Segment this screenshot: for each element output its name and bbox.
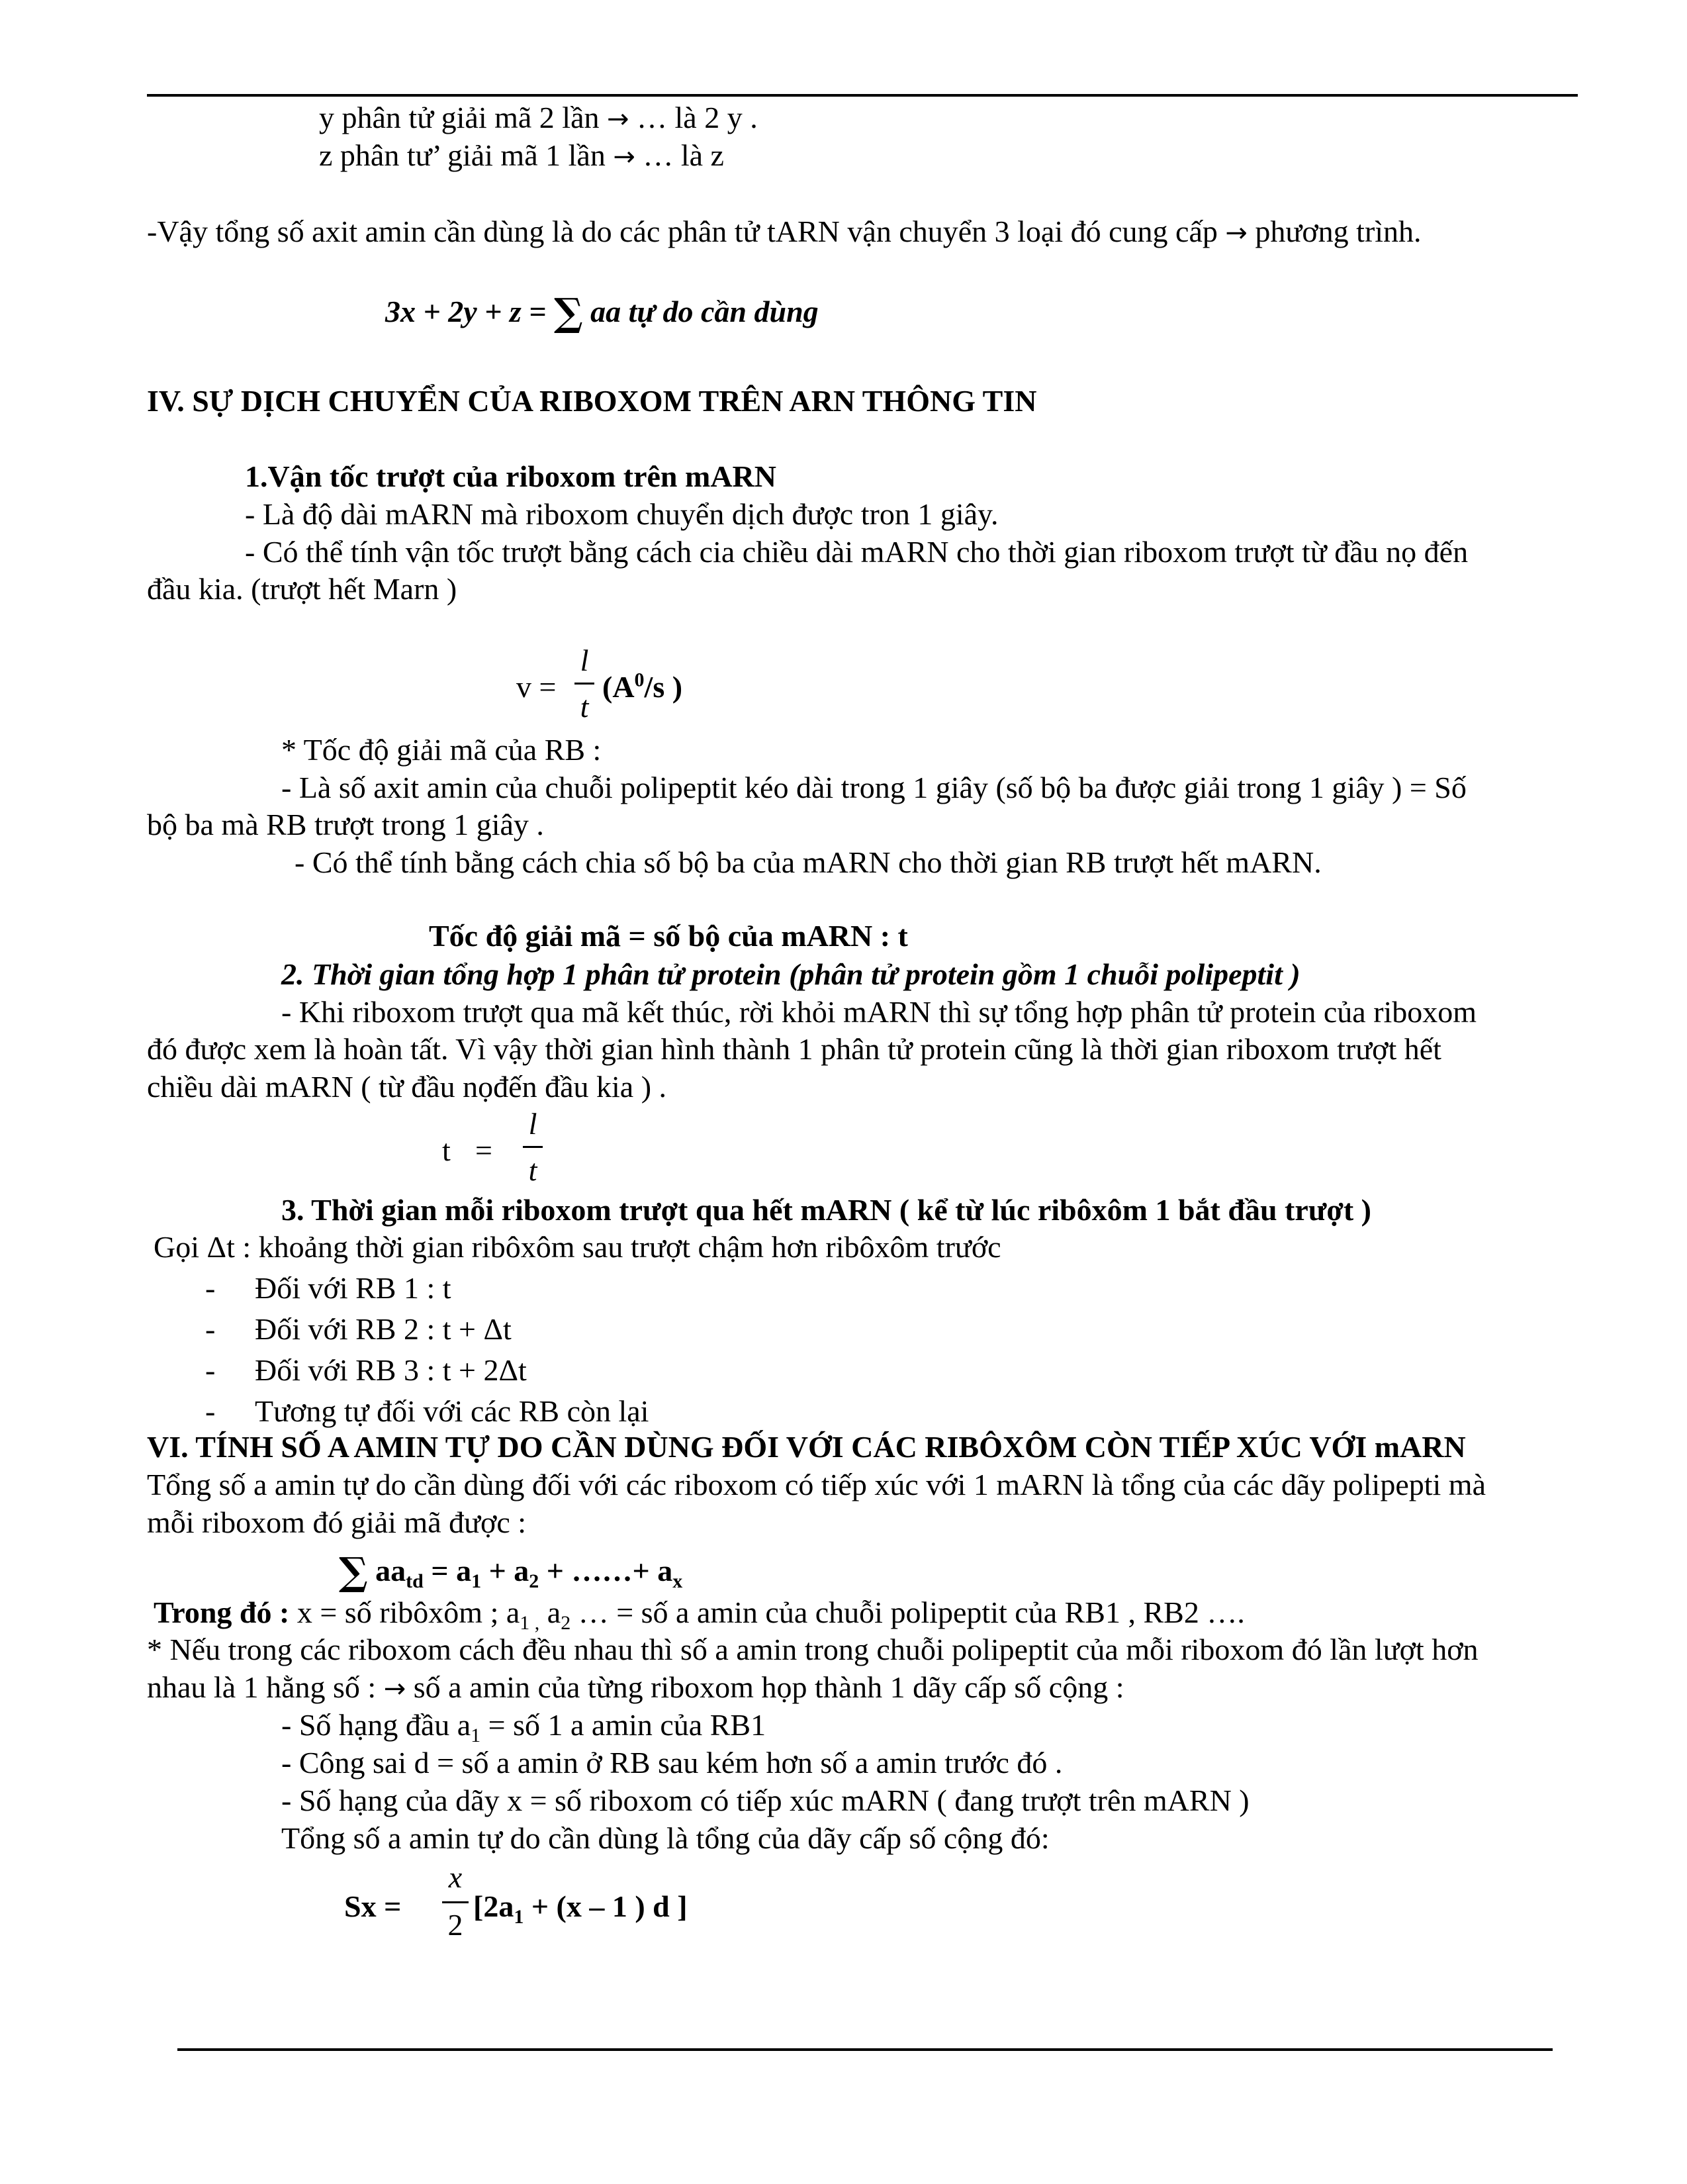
right-arrow-icon: → bbox=[383, 1674, 406, 1704]
summation-icon: ∑ bbox=[553, 290, 583, 335]
subheading-3: 3. Thời gian mỗi riboxom trượt qua hết mARN ( kể từ lúc ribôxôm 1 bắt đầu trượt ) bbox=[281, 1193, 1371, 1227]
bullet-3: Đối với RB 3 : t + 2Δt bbox=[255, 1353, 527, 1387]
sx-rhs: [$2a_1 + (x - 1$ ) d ] bbox=[473, 1889, 688, 1928]
para-18: - Công sai d = số a amin ở RB sau kém hơn số a amin trước đó . bbox=[281, 1746, 1063, 1780]
para-10: chiều dài mARN ( từ đầu nọđến đầu kia ) . bbox=[147, 1070, 667, 1104]
para-11: Gọi Δt : khoảng thời gian ribôxôm sau trượt chậm hơn ribôxôm trước bbox=[154, 1230, 1001, 1264]
subheading-2: 2. Thời gian tổng hợp 1 phân tử protein (phân tử protein gồm 1 chuỗi polipeptit ) bbox=[281, 957, 1300, 991]
formula-decode-speed: Tốc độ giải mã = số bộ của mARN : t bbox=[429, 919, 908, 953]
para-19: - Số hạng của dãy x = số riboxom có tiếp xúc mARN ( đang trượt trên mARN ) bbox=[281, 1783, 1250, 1817]
right-arrow-icon: → bbox=[607, 104, 629, 134]
summary-line: -Vậy tổng số axit amin cần dùng là do các phân tử tARN vận chuyển 3 loại đó cung cấp → phương trình. bbox=[147, 214, 1422, 248]
para-5: - Là số axit amin của chuỗi polipeptit kéo dài trong 1 giây (số bộ ba được giải trong 1 giây ) = Số bbox=[281, 771, 1467, 804]
para-8: - Khi riboxom trượt qua mã kết thúc, rời khỏi mARN thì sự tổng hợp phân tử protein của riboxom bbox=[281, 995, 1477, 1029]
velocity-numerator: l bbox=[580, 643, 589, 677]
line-y: y phân tử giải mã 2 lần → … là 2 y . bbox=[319, 101, 758, 134]
velocity-fraction-bar bbox=[574, 683, 594, 685]
para-16: nhau là 1 hằng số : → số a amin của từng riboxom họp thành 1 dãy cấp số cộng : bbox=[147, 1670, 1124, 1704]
para-12: Tổng số a amin tự do cần dùng đối với các riboxom có tiếp xúc với 1 mARN là tổng của các dãy polipepti mà bbox=[147, 1468, 1486, 1501]
subheading-1: 1.Vận tốc trượt của riboxom trên mARN bbox=[245, 459, 776, 493]
velocity-lhs: v = bbox=[516, 670, 557, 704]
para-4: * Tốc độ giải mã của RB : bbox=[281, 733, 602, 767]
formula-sum: ∑ $aa_{td} = a_1 + a_2$ + ……+ $a_x$ bbox=[339, 1549, 683, 1594]
right-arrow-icon: → bbox=[613, 142, 635, 172]
time-lhs: t bbox=[442, 1133, 451, 1167]
para-1: - Là độ dài mARN mà riboxom chuyển dịch được tron 1 giây. bbox=[245, 497, 999, 531]
para-14: Trong đó : x = số ribôxôm ; $a_{1 ,}$ $a_2$ … = số a amin của chuỗi polipeptit của RB1 , RB2 …. bbox=[154, 1595, 1245, 1635]
velocity-unit: ($A^0/s$ ) bbox=[602, 669, 683, 704]
bottom-rule bbox=[177, 2048, 1553, 2051]
para-17: - Số hạng đầu $a_1$ = số 1 a amin của RB1 bbox=[281, 1708, 766, 1747]
para-15: * Nếu trong các riboxom cách đều nhau thì số a amin trong chuỗi polipeptit của mỗi riboxom đó lần lượt hơn bbox=[147, 1633, 1479, 1666]
para-3: đầu kia. (trượt hết Marn ) bbox=[147, 572, 457, 606]
sx-numerator: x bbox=[448, 1860, 463, 1894]
bullet-2-dash: - bbox=[205, 1312, 216, 1346]
time-fraction-bar bbox=[523, 1146, 543, 1148]
summation-icon: ∑ bbox=[339, 1549, 368, 1594]
para-6: bộ ba mà RB trượt trong 1 giây . bbox=[147, 808, 544, 841]
time-numerator: l bbox=[528, 1107, 537, 1141]
para-13: mỗi riboxom đó giải mã được : bbox=[147, 1505, 527, 1539]
para-2: - Có thể tính vận tốc trượt bằng cách cia chiều dài mARN cho thời gian riboxom trượt từ đầu nọ đến bbox=[245, 535, 1469, 569]
para-9: đó được xem là hoàn tất. Vì vậy thời gian hình thành 1 phân tử protein cũng là thời gian riboxom trượt hết bbox=[147, 1032, 1441, 1066]
time-denominator: t bbox=[528, 1153, 537, 1187]
bullet-2: Đối với RB 2 : t + Δt bbox=[255, 1312, 512, 1346]
sx-fraction-bar bbox=[442, 1901, 469, 1903]
para-7: - Có thể tính bằng cách chia số bộ ba của mARN cho thời gian RB trượt hết mARN. bbox=[295, 845, 1322, 879]
top-rule bbox=[147, 94, 1578, 97]
velocity-denominator: t bbox=[580, 690, 589, 724]
bullet-3-dash: - bbox=[205, 1353, 216, 1387]
sx-lhs: Sx = bbox=[344, 1889, 402, 1923]
heading-vi: VI. TÍNH SỐ A AMIN TỰ DO CẦN DÙNG ĐỐI VỚI CÁC RIBÔXÔM CÒN TIẾP XÚC VỚI mARN bbox=[147, 1430, 1466, 1464]
bullet-1: Đối với RB 1 : t bbox=[255, 1271, 451, 1305]
bullet-4-dash: - bbox=[205, 1394, 216, 1428]
bullet-1-dash: - bbox=[205, 1271, 216, 1305]
right-arrow-icon: → bbox=[1225, 218, 1248, 248]
heading-iv: IV. SỰ DỊCH CHUYỂN CỦA RIBOXOM TRÊN ARN THÔNG TIN bbox=[147, 384, 1037, 418]
bullet-4: Tương tự đối với các RB còn lại bbox=[255, 1394, 649, 1428]
time-equals: = bbox=[475, 1133, 492, 1167]
equation-1: 3x + 2y + z = ∑ aa tự do cần dùng bbox=[385, 290, 819, 335]
sx-denominator: 2 bbox=[447, 1908, 463, 1942]
line-z: z phân tư’ giải mã 1 lần → … là z bbox=[319, 138, 724, 172]
para-20: Tổng số a amin tự do cần dùng là tổng của dãy cấp số cộng đó: bbox=[281, 1821, 1050, 1855]
